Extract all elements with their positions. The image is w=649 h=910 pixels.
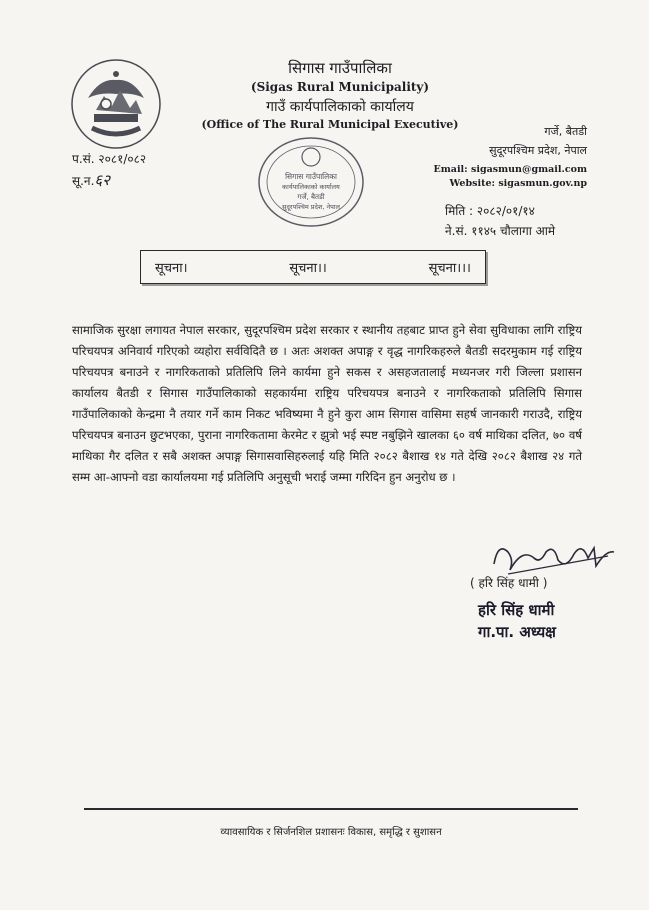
nepal-emblem-logo <box>70 58 162 150</box>
address-place: गर्जे, बैतडी <box>544 125 587 138</box>
signatory-designation: गा.पा. अध्यक्ष <box>478 623 556 641</box>
office-name-np: गाउँ कार्यपालिकाको कार्यालय <box>266 99 414 115</box>
patra-sankhya: प.सं. २०८१/०८२ <box>72 152 147 166</box>
address-province: सुदूरपश्चिम प्रदेश, नेपाल <box>489 144 587 157</box>
stamp-line-2: कार्यपालिकाको कार्यालय <box>282 183 340 191</box>
footer-slogan: व्यावसायिक र सिर्जनशिल प्रशासनः विकास, समृद्धि र सुशासन <box>220 827 442 838</box>
nepal-sambat: ने.सं. ११४५ चौलागा आमे <box>445 224 556 238</box>
notice-heading-box <box>140 250 486 284</box>
municipality-name-np: सिगास गाउँपालिका <box>288 59 392 77</box>
chalani-value: ६२ <box>94 171 111 189</box>
stamp-line-1: सिगास गाउँपालिका <box>285 172 337 181</box>
email: Email: sigasmun@gmail.com <box>433 164 587 175</box>
notice-heading-1: सूचना। <box>155 261 188 276</box>
signatory-name-paren: ( हरि सिंह धामी ) <box>470 576 548 590</box>
chalani-label: सू.न. <box>72 174 95 188</box>
website: Website: sigasmun.gov.np <box>449 178 587 189</box>
municipality-name-en: (Sigas Rural Municipality) <box>250 80 430 94</box>
chalani-number <box>72 170 110 190</box>
official-stamp <box>256 135 366 230</box>
notice-body: सामाजिक सुरक्षा लगायत नेपाल सरकार, सुदूरपश्चिम प्रदेश सरकार र स्थानीय तहबाट प्राप्त हुने सेवा सुविधाका लागि राष्ट्रिय परिचयपत्र अनिवार्य गरिएको व्यहोरा सर्वविदितै छ । अतः अशक्त अपाङ्ग र वृद्ध नागरिकहरुले बैतडी सदरमुकाम गई राष्ट्रिय परिचयपत्र बनाउने र नागरिकताको प्रतिलिपि लिने कार्यमा हुने सकस र असहजतालाई मध्यनजर गरी जिल्ला प्रशासन कार्यालय बैतडी र सिगास गाउँपालिकाको सहकार्यमा राष्ट्रिय परिचयपत्र बनाउने र नागरिकताको प्रतिलिपि सिगास गाउँपालिकाको केन्द्रमा नै तयार गर्ने काम निकट भविष्यमा नै हुने कुरा आम सिगास वासिमा सहर्ष जानकारी गराउदै, राष्ट्रिय परिचयपत्र बनाउन छुटभएका, पुराना नागरिकतामा केरमेट र झुत्रो भई स्पष्ट नबुझिने खालका ६० वर्ष माथिका दलित, ७० वर्ष माथिका गैर दलित र सबै अशक्त अपाङ्ग सिगासवासिहरुलाई यहि मिति २०८२ बैशाख १४ गते देखि २०८२ बैशाख २४ गते सम्म आ-आफ्नो वडा कार्यालयमा गई प्रतिलिपि अनुसूची भराई जम्मा गरिदिन हुन अनुरोध छ । <box>72 323 582 484</box>
date-miti: मिति : २०८२/०१/१४ <box>445 204 535 218</box>
signatory-name: हरि सिंह धामी <box>478 601 555 619</box>
notice-heading-3: सूचना।।। <box>428 261 471 276</box>
footer-divider <box>84 808 578 810</box>
stamp-line-4: सुदूरपश्चिम प्रदेश, नेपाल <box>282 203 340 211</box>
stamp-line-3: गर्जे, बैतडी <box>297 193 325 201</box>
office-name-en: (Office of The Rural Municipal Executive) <box>201 118 459 131</box>
notice-heading-2: सूचना।। <box>289 261 327 276</box>
